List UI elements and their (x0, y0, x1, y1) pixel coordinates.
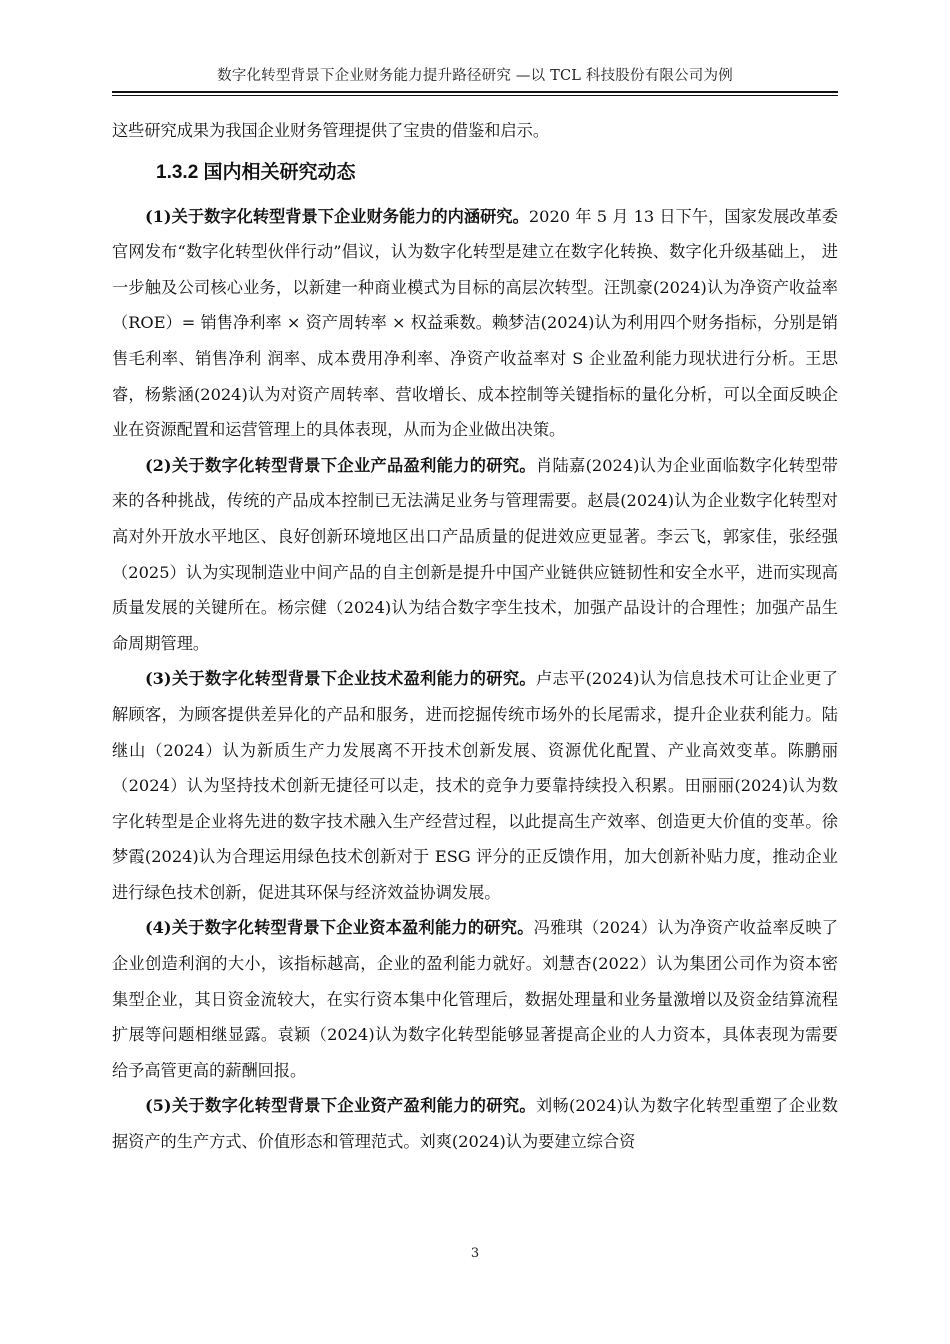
paragraph-text: 刘畅(2024)认为数字化转型重塑了企业数据资产的生产方式、价值形态和管理范式。刘爽(2024)认为要建立综合资 (112, 1096, 838, 1152)
paragraph-lead: (1)关于数字化转型背景下企业财务能力的内涵研究。 (145, 206, 529, 226)
paragraph-text: 2020 年 5 月 13 日下午，国家发展改革委官网发布“数字化转型伙伴行动”倡议，认为数字化转型是建立在数字化转换、数字化升级基础上， 进一步触及公司核心业务，以新建一种商业模式为目标的高层次转型。汪凯豪(2024)认为净资产收益率（ROE）= 销售净利率 × 资产周转率 × 权益乘数。赖梦洁(2024)认为利用四个财务指标，分别是销售毛利率、销售净利 润率、成本费用净利率、净资产收益率对 S 企业盈利能力现状进行分析。王思睿，杨紫涵(2024)认为对资产周转率、营收增长、成本控制等关键指标的量化分析，可以全面反映企业在资源配置和运营管理上的具体表现，从而为企业做出决策。 (112, 206, 838, 440)
paragraph-text: 肖陆嘉(2024)认为企业面临数字化转型带来的各种挑战，传统的产品成本控制已无法满足业务与管理需要。赵晨(2024)认为企业数字化转型对高对外开放水平地区、良好创新环境地区出口产品质量的促进效应更显著。李云飞，郭家佳，张经强（2025）认为实现制造业中间产品的自主创新是提升中国产业链供应链韧性和安全水平，进而实现高质量发展的关键所在。杨宗健（2024)认为结合数字孪生技术，加强产品设计的合理性；加强产品生命周期管理。 (112, 455, 838, 653)
header-rule (112, 91, 838, 93)
paragraph-lead: (2)关于数字化转型背景下企业产品盈利能力的研究。 (145, 455, 536, 475)
page-body (112, 113, 838, 1160)
paragraph-technology-profitability (112, 661, 838, 910)
running-header: 数字化转型背景下企业财务能力提升路径研究 —以 TCL 科技股份有限公司为例 (217, 68, 733, 84)
intro-paragraph: 这些研究成果为我国企业财务管理提供了宝贵的借鉴和启示。 (112, 121, 550, 140)
header-rule-thin (112, 95, 838, 96)
paragraph-lead: (4)关于数字化转型背景下企业资本盈利能力的研究。 (145, 918, 534, 938)
paragraph-product-profitability (112, 448, 838, 662)
paragraph-lead: (5)关于数字化转型背景下企业资产盈利能力的研究。 (145, 1096, 536, 1116)
paragraph-lead: (3)关于数字化转型背景下企业技术盈利能力的研究。 (145, 669, 536, 689)
paragraph-text: 卢志平(2024)认为信息技术可让企业更了解顾客，为顾客提供差异化的产品和服务，进而挖掘传统市场外的长尾需求，提升企业获利能力。陆继山（2024）认为新质生产力发展离不开技术创新发展、资源优化配置、产业高效变革。陈鹏丽（2024）认为坚持技术创新无捷径可以走，技术的竞争力要靠持续投入积累。田丽丽(2024)认为数字化转型是企业将先进的数字技术融入生产经营过程，以此提高生产效率、创造更大价值的变革。徐梦霞(2024)认为合理运用绿色技术创新对于 ESG 评分的正反馈作用，加大创新补贴力度，推动企业进行绿色技术创新，促进其环保与经济效益协调发展。 (112, 669, 838, 902)
paragraph-connotation (112, 199, 838, 448)
paragraph-capital-profitability (112, 910, 838, 1088)
section-heading: 1.3.2 国内相关研究动态 (156, 161, 356, 183)
paragraph-asset-profitability (112, 1088, 838, 1159)
paragraph-text: 冯雅琪（2024）认为净资产收益率反映了企业创造利润的大小，该指标越高，企业的盈利能力就好。刘慧杏(2022）认为集团公司作为资本密集型企业，其日资金流较大，在实行资本集中化管理后，数据处理量和业务量激增以及资金结算流程扩展等问题相继显露。袁颖（2024)认为数字化转型能够显著提高企业的人力资本，具体表现为需要给予高管更高的薪酬回报。 (112, 918, 838, 1080)
page-number: 3 (470, 1246, 480, 1261)
